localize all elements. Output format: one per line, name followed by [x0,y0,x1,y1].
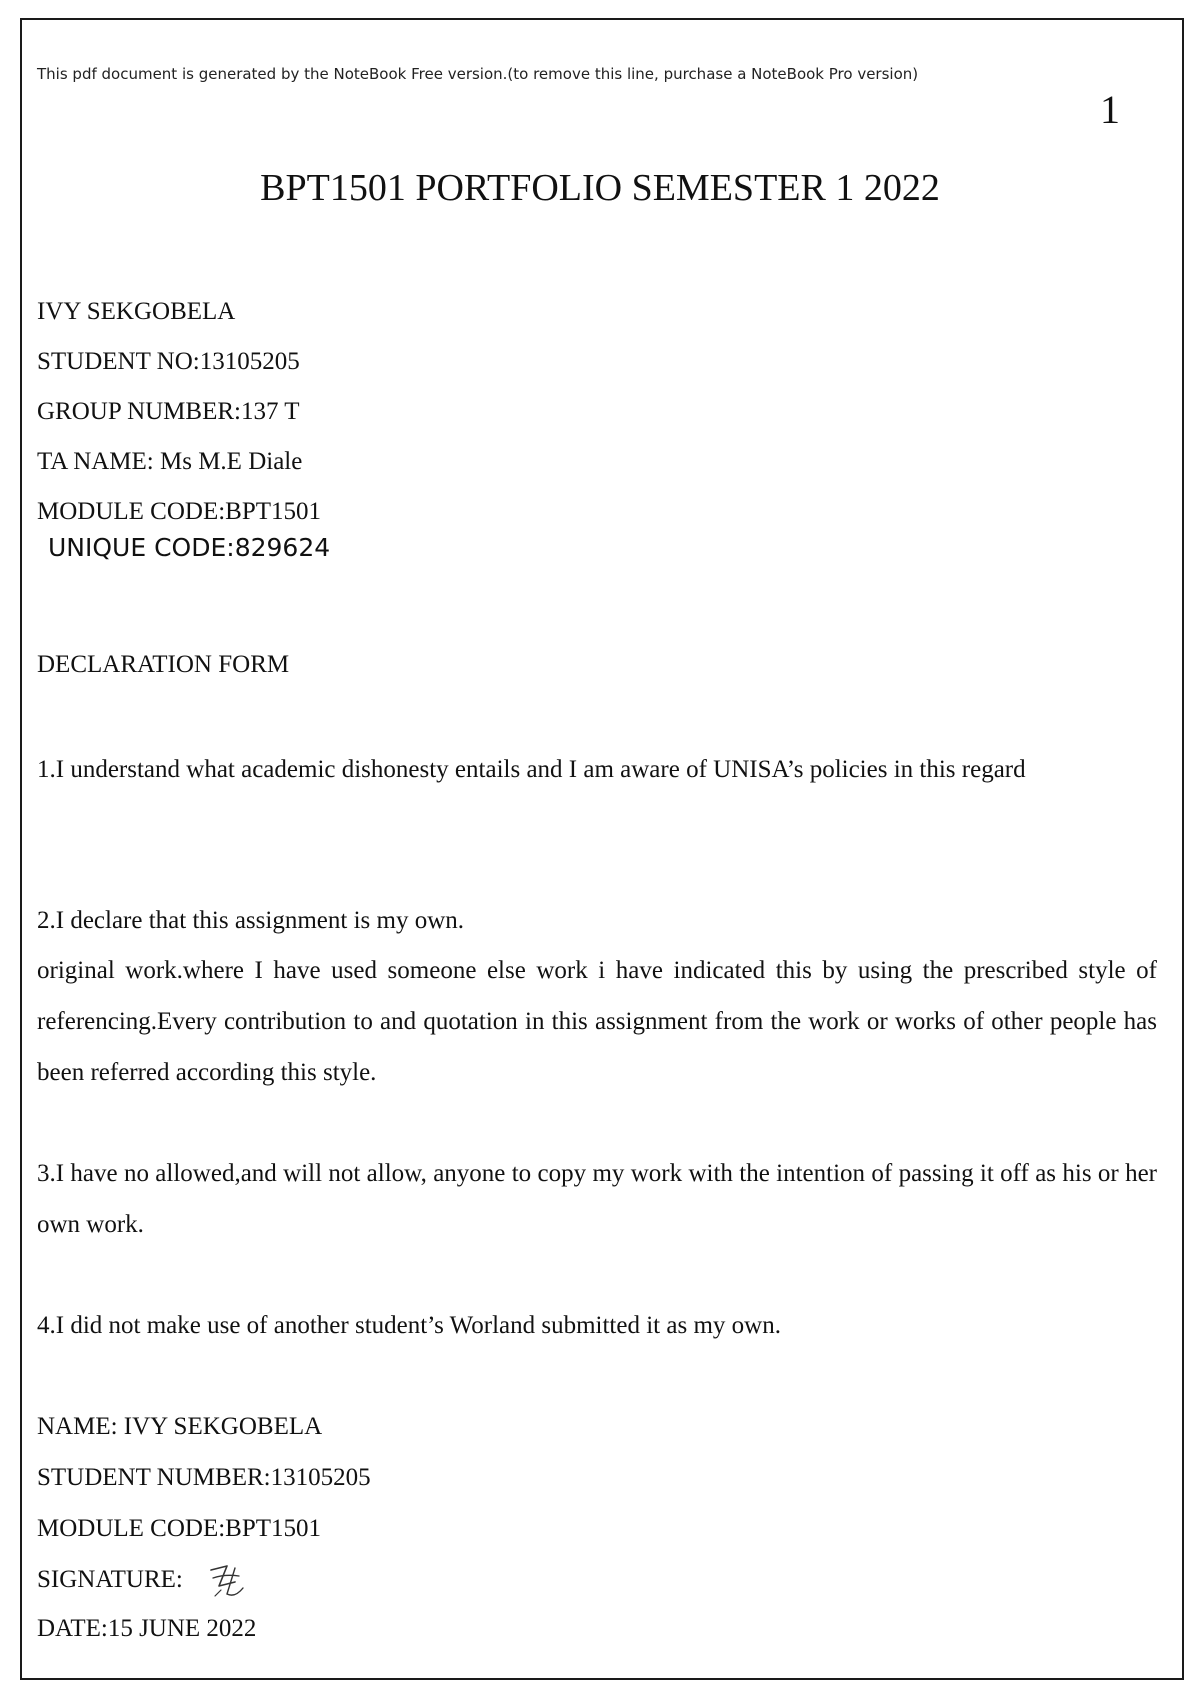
page-number: 1 [1100,87,1120,132]
group-number: GROUP NUMBER:137 T [37,398,300,425]
module-code: MODULE CODE:BPT1501 [37,498,322,525]
signature-label: SIGNATURE: [37,1566,183,1593]
unique-code: UNIQUE CODE:829624 [48,533,331,562]
declaration-item-4: 4.I did not make use of another student’s Worland submitted it as my own. [37,1312,781,1339]
signoff-name: NAME: IVY SEKGOBELA [37,1413,323,1440]
signoff-date: DATE:15 JUNE 2022 [37,1615,257,1642]
declaration-item-3: 3.I have no allowed,and will not allow, anyone to copy my work with the intention of passing it off as his or her own work. [37,1160,1157,1238]
signoff-student-number: STUDENT NUMBER:13105205 [37,1464,371,1491]
watermark-notice: This pdf document is generated by the NoteBook Free version.(to remove this line, purchase a NoteBook Pro version) [37,65,919,83]
declaration-item-2-continuation: original work.where I have used someone else work i have indicated this by using the prescribed style of referencing.Every contribution to and quotation in this assignment from the work or works of other people has been referred according this style. [37,957,1157,1086]
signature-mark [205,1560,251,1600]
document-title: BPT1501 PORTFOLIO SEMESTER 1 2022 [260,167,940,209]
signoff-module-code: MODULE CODE:BPT1501 [37,1515,322,1542]
declaration-item-1: 1.I understand what academic dishonesty entails and I am aware of UNISA’s policies in this regard [37,756,1026,783]
student-number: STUDENT NO:13105205 [37,348,300,375]
ta-name: TA NAME: Ms M.E Diale [37,448,303,475]
student-name: IVY SEKGOBELA [37,298,236,325]
declaration-heading: DECLARATION FORM [37,651,290,678]
declaration-item-2: 2.I declare that this assignment is my own. [37,907,465,934]
signature-row [37,1560,251,1600]
